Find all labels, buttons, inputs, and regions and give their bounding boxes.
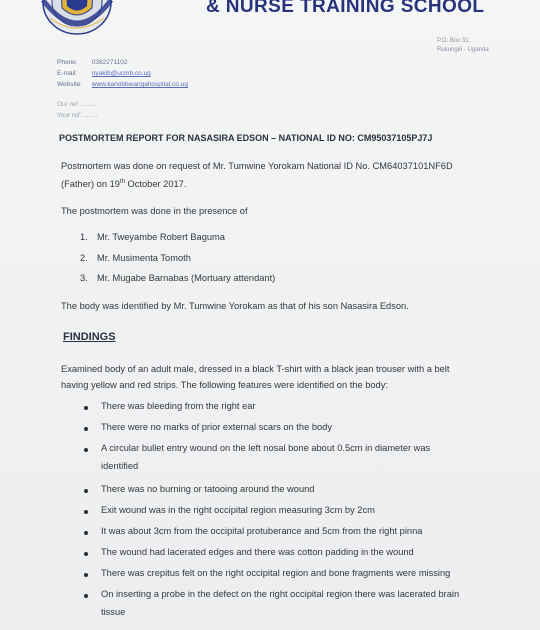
school-name: & NURSE TRAINING SCHOOL xyxy=(206,0,485,17)
bullet-icon xyxy=(84,427,88,431)
list-item: 2. Mr. Musimenta Tomoth xyxy=(80,252,191,263)
list-item: Exit wound was in the right occipital region measuring 3cm by 2cm xyxy=(98,505,459,526)
list-item: 3. Mr. Mugabe Barnabas (Mortuary attendant) xyxy=(80,273,276,283)
website-row xyxy=(57,79,188,90)
list-item: There were no marks of prior external scars on the body xyxy=(98,422,459,443)
your-ref: Your ref: ........ xyxy=(57,112,98,119)
request-line-2: (Father) on 19th October 2017. xyxy=(61,179,187,190)
phone-value: 0382271102 xyxy=(91,59,128,66)
examination-paragraph xyxy=(61,361,449,393)
list-item: 1. Mr. Tweyambe Robert Baguma xyxy=(80,232,225,242)
email-link[interactable]: nyakib@ucmb.co.ug xyxy=(91,70,151,77)
email-label: E-mail: xyxy=(57,70,78,77)
findings-list xyxy=(98,401,459,630)
bullet-icon xyxy=(84,510,88,514)
bullet-icon xyxy=(84,489,88,493)
contact-block xyxy=(57,57,188,90)
bullet-icon xyxy=(84,406,88,410)
report-title: POSTMORTEM REPORT FOR NASASIRA EDSON – NATIONAL ID NO: CM95037105PJ7J xyxy=(59,133,433,143)
our-ref: Our ref: ........ xyxy=(57,101,96,108)
phone-row xyxy=(57,57,188,68)
address-line: Rukungiri - Uganda xyxy=(437,47,489,53)
request-line-1: Postmortem was done on request of Mr. Tumwine Yorokam National ID No. CM64037101NF6D xyxy=(61,161,453,171)
request-paragraph xyxy=(61,158,453,192)
reference-block xyxy=(57,99,98,121)
bullet-icon xyxy=(84,573,88,577)
witness-list xyxy=(80,232,275,294)
presence-intro: The postmortem was done in the presence of xyxy=(61,206,248,216)
email-row xyxy=(57,68,188,79)
list-item: There was no burning or tatooing around the wound xyxy=(98,484,459,505)
phone-label: Phone: xyxy=(57,59,78,66)
bullet-icon xyxy=(84,552,88,556)
list-item: On inserting a probe in the defect on the right occipital region there was lacerated brain tissue xyxy=(98,589,459,630)
bullet-icon xyxy=(84,531,88,535)
school-logo xyxy=(40,0,114,36)
website-link[interactable]: www.kanobbwangahospital.co.ug xyxy=(91,81,188,88)
bullet-icon xyxy=(84,594,88,598)
identification-statement: The body was identified by Mr. Tumwine Yorokam as that of his son Nasasira Edson. xyxy=(61,301,409,311)
list-item: A circular bullet entry wound on the left nosal bone about 0.5cm in diameter was identified xyxy=(98,443,459,484)
address-line: P.O. Box 31, xyxy=(437,38,471,44)
list-item: There was bleeding from the right ear xyxy=(98,401,459,422)
list-item: There was crepitus felt on the right occipital region and bone fragments were missing xyxy=(98,568,459,589)
list-item: The wound had lacerated edges and there was cotton padding in the wound xyxy=(98,547,459,568)
bullet-icon xyxy=(84,448,88,452)
list-item: It was about 3cm from the occipital protuberance and 5cm from the right pinna xyxy=(98,526,459,547)
website-label: Website: xyxy=(57,81,83,88)
postal-address xyxy=(437,37,489,55)
exam-line-1: Examined body of an adult male, dressed in a black T-shirt with a black jean trouser with a belt xyxy=(61,364,450,374)
findings-heading: FINDINGS xyxy=(63,331,116,343)
exam-line-2: having yellow and red strips. The following features were identified on the body: xyxy=(61,380,388,390)
